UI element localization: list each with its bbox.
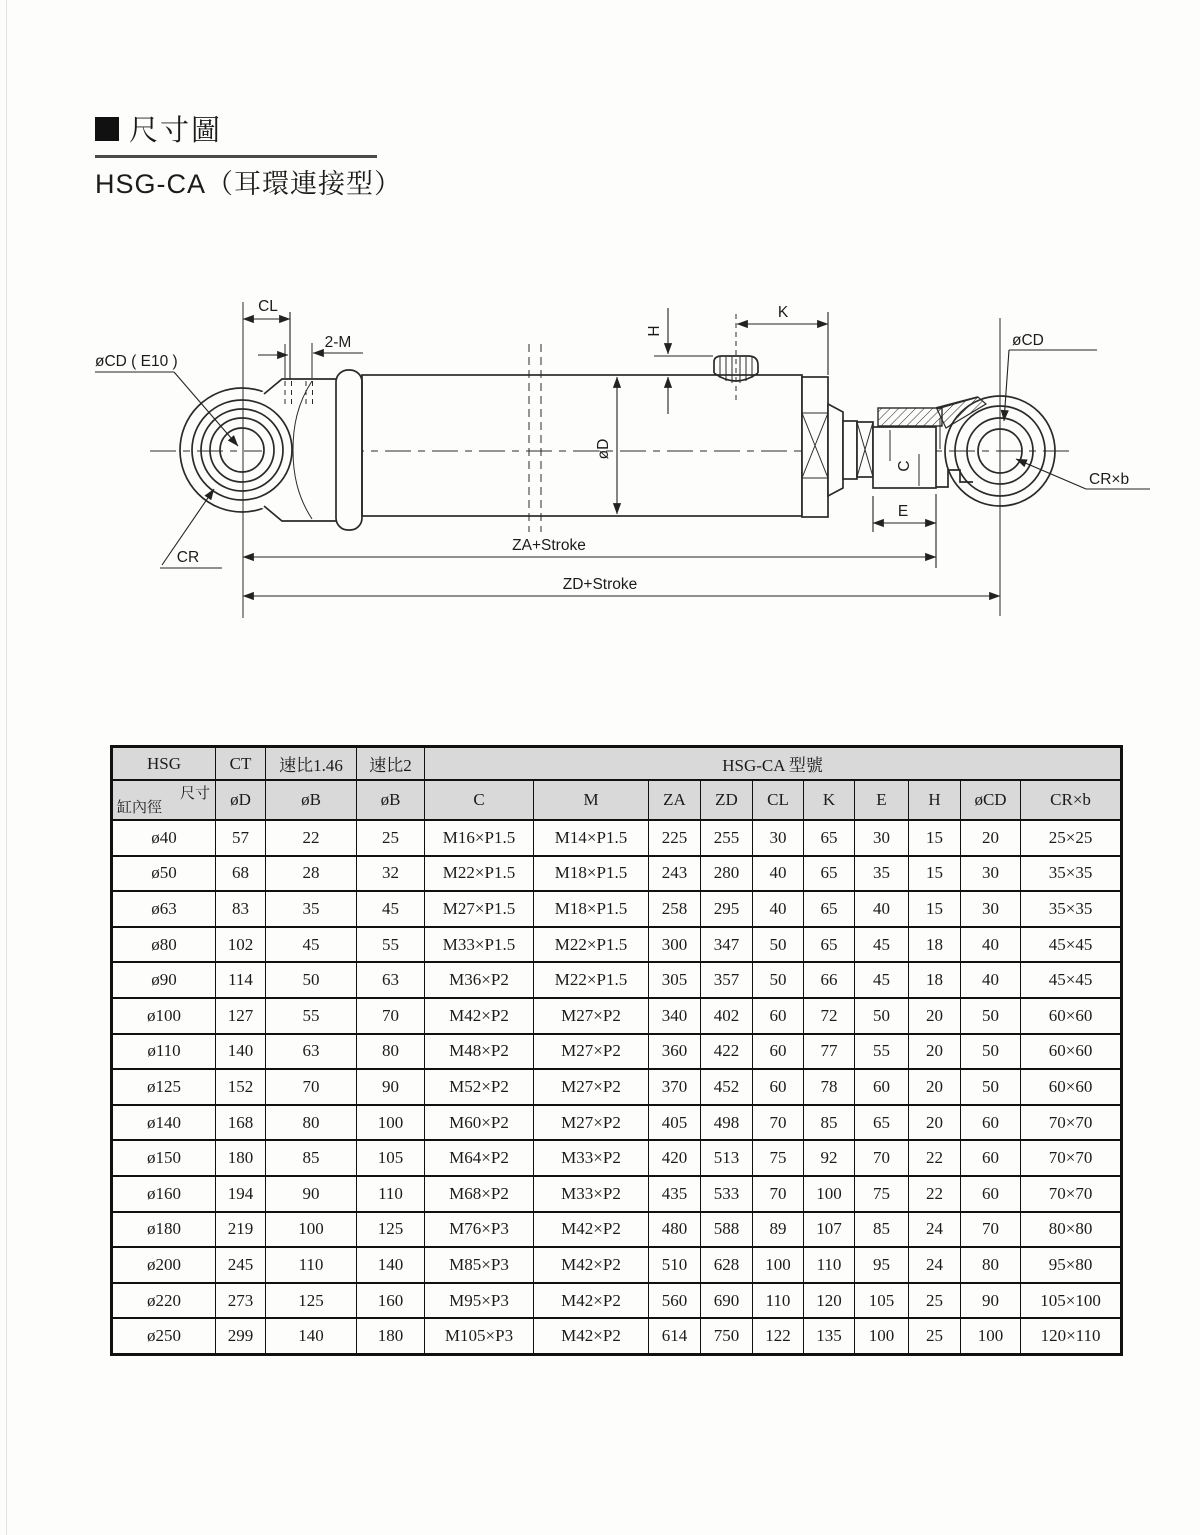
header-m: M bbox=[534, 780, 649, 820]
table-cell: 95 bbox=[855, 1247, 909, 1283]
table-cell: ø125 bbox=[112, 1069, 216, 1105]
table-cell: 120×110 bbox=[1021, 1318, 1122, 1354]
table-cell: 90 bbox=[357, 1069, 425, 1105]
table-cell: 70 bbox=[961, 1212, 1021, 1248]
table-cell: M27×P2 bbox=[534, 1034, 649, 1070]
table-cell: 357 bbox=[701, 962, 753, 998]
table-cell: 340 bbox=[649, 998, 701, 1034]
header-e: E bbox=[855, 780, 909, 820]
table-cell: 168 bbox=[216, 1105, 266, 1141]
table-cell: 20 bbox=[909, 1105, 961, 1141]
table-cell: 24 bbox=[909, 1247, 961, 1283]
table-cell: M22×P1.5 bbox=[534, 927, 649, 963]
table-cell: 90 bbox=[266, 1176, 357, 1212]
table-cell: 50 bbox=[961, 1034, 1021, 1070]
table-cell: 422 bbox=[701, 1034, 753, 1070]
table-cell: 70 bbox=[753, 1105, 804, 1141]
header-cl: CL bbox=[753, 780, 804, 820]
table-cell: ø160 bbox=[112, 1176, 216, 1212]
header-row-2 bbox=[112, 780, 1122, 820]
table-cell: 15 bbox=[909, 820, 961, 856]
table-cell: 45 bbox=[357, 891, 425, 927]
table-cell: 24 bbox=[909, 1212, 961, 1248]
corner-label-dimension: 尺寸 bbox=[179, 786, 210, 802]
table-cell: M27×P2 bbox=[534, 1069, 649, 1105]
header-corner-cell bbox=[112, 780, 216, 820]
table-cell: 628 bbox=[701, 1247, 753, 1283]
table-cell: 60×60 bbox=[1021, 1034, 1122, 1070]
table-cell: 614 bbox=[649, 1318, 701, 1354]
table-cell: 80 bbox=[266, 1105, 357, 1141]
table-cell: M95×P3 bbox=[425, 1283, 534, 1319]
spec-table-body bbox=[112, 820, 1122, 1354]
table-cell: 85 bbox=[804, 1105, 855, 1141]
table-cell: 100 bbox=[855, 1318, 909, 1354]
table-cell: ø180 bbox=[112, 1212, 216, 1248]
table-cell: 30 bbox=[855, 820, 909, 856]
table-cell: 40 bbox=[855, 891, 909, 927]
left-bracket-mask bbox=[262, 379, 336, 521]
e-label: E bbox=[897, 503, 909, 520]
za-label: ZA+Stroke bbox=[512, 537, 586, 554]
header-model-group: HSG-CA 型號 bbox=[425, 747, 1122, 781]
table-cell: M48×P2 bbox=[425, 1034, 534, 1070]
dimension-spec-table bbox=[110, 745, 1123, 1356]
header-od: øD bbox=[216, 780, 266, 820]
table-cell: 25 bbox=[357, 820, 425, 856]
table-cell: 370 bbox=[649, 1069, 701, 1105]
table-row bbox=[112, 1283, 1122, 1319]
header-c: C bbox=[425, 780, 534, 820]
table-cell: M76×P3 bbox=[425, 1212, 534, 1248]
model-subtitle: HSG-CA（耳環連接型） bbox=[95, 169, 403, 199]
table-cell: 60 bbox=[961, 1140, 1021, 1176]
table-cell: 219 bbox=[216, 1212, 266, 1248]
header-ob-146: øB bbox=[266, 780, 357, 820]
table-cell: 110 bbox=[357, 1176, 425, 1212]
h-label: H bbox=[646, 325, 663, 337]
header-ratio-2: 速比2 bbox=[357, 747, 425, 781]
table-row bbox=[112, 1105, 1122, 1141]
cylinder-dimension-diagram bbox=[0, 0, 1200, 680]
table-cell: 22 bbox=[909, 1176, 961, 1212]
table-cell: 35 bbox=[855, 856, 909, 892]
table-cell: 72 bbox=[804, 998, 855, 1034]
table-cell: 65 bbox=[855, 1105, 909, 1141]
table-cell: 225 bbox=[649, 820, 701, 856]
table-cell: 110 bbox=[804, 1247, 855, 1283]
table-cell: 28 bbox=[266, 856, 357, 892]
table-cell: 70×70 bbox=[1021, 1140, 1122, 1176]
table-cell: M16×P1.5 bbox=[425, 820, 534, 856]
table-cell: 75 bbox=[753, 1140, 804, 1176]
table-cell: 452 bbox=[701, 1069, 753, 1105]
table-cell: 35 bbox=[266, 891, 357, 927]
table-cell: 92 bbox=[804, 1140, 855, 1176]
table-cell: 30 bbox=[753, 820, 804, 856]
table-cell: ø40 bbox=[112, 820, 216, 856]
corner-label-bore: 缸內徑 bbox=[117, 800, 163, 816]
table-cell: 120 bbox=[804, 1283, 855, 1319]
table-cell: ø100 bbox=[112, 998, 216, 1034]
table-cell: 30 bbox=[961, 856, 1021, 892]
table-cell: 127 bbox=[216, 998, 266, 1034]
table-cell: ø150 bbox=[112, 1140, 216, 1176]
k-label: K bbox=[777, 304, 789, 321]
cr-label: CR bbox=[176, 549, 200, 566]
rod-gland-bevel bbox=[828, 404, 843, 496]
table-cell: 60×60 bbox=[1021, 1069, 1122, 1105]
table-cell: 140 bbox=[357, 1247, 425, 1283]
table-cell: 110 bbox=[753, 1283, 804, 1319]
table-cell: 107 bbox=[804, 1212, 855, 1248]
table-cell: 102 bbox=[216, 927, 266, 963]
table-cell: M68×P2 bbox=[425, 1176, 534, 1212]
table-cell: 20 bbox=[909, 1069, 961, 1105]
table-cell: 100 bbox=[961, 1318, 1021, 1354]
table-cell: 57 bbox=[216, 820, 266, 856]
table-cell: 85 bbox=[266, 1140, 357, 1176]
table-cell: 75 bbox=[855, 1176, 909, 1212]
table-cell: 45×45 bbox=[1021, 927, 1122, 963]
table-cell: 295 bbox=[701, 891, 753, 927]
table-row bbox=[112, 1140, 1122, 1176]
table-cell: M14×P1.5 bbox=[534, 820, 649, 856]
table-cell: 100 bbox=[804, 1176, 855, 1212]
table-cell: 22 bbox=[266, 820, 357, 856]
crb-label: CR×b bbox=[1089, 471, 1130, 488]
table-cell: M27×P1.5 bbox=[425, 891, 534, 927]
table-cell: 40 bbox=[753, 891, 804, 927]
two-m-label: 2-M bbox=[324, 334, 352, 351]
table-cell: 65 bbox=[804, 927, 855, 963]
table-cell: 45×45 bbox=[1021, 962, 1122, 998]
header-ob-2: øB bbox=[357, 780, 425, 820]
table-cell: 60 bbox=[753, 1034, 804, 1070]
table-cell: 50 bbox=[961, 998, 1021, 1034]
table-cell: 63 bbox=[266, 1034, 357, 1070]
table-cell: 100 bbox=[753, 1247, 804, 1283]
table-cell: 180 bbox=[357, 1318, 425, 1354]
table-cell: M42×P2 bbox=[534, 1283, 649, 1319]
table-cell: 243 bbox=[649, 856, 701, 892]
table-cell: 65 bbox=[804, 820, 855, 856]
table-row bbox=[112, 1069, 1122, 1105]
table-cell: ø80 bbox=[112, 927, 216, 963]
table-cell: 15 bbox=[909, 891, 961, 927]
table-cell: M64×P2 bbox=[425, 1140, 534, 1176]
table-cell: M105×P3 bbox=[425, 1318, 534, 1354]
table-cell: 85 bbox=[855, 1212, 909, 1248]
table-cell: 533 bbox=[701, 1176, 753, 1212]
table-row bbox=[112, 1212, 1122, 1248]
section-title-text: 尺寸圖 bbox=[129, 115, 223, 147]
table-row bbox=[112, 998, 1122, 1034]
table-cell: 255 bbox=[701, 820, 753, 856]
table-cell: 78 bbox=[804, 1069, 855, 1105]
table-row bbox=[112, 891, 1122, 927]
table-cell: 194 bbox=[216, 1176, 266, 1212]
zd-label: ZD+Stroke bbox=[562, 576, 638, 593]
crb-leader bbox=[1016, 459, 1086, 489]
cd-e10-label: øCD ( E10 ) bbox=[95, 353, 178, 370]
table-cell: 50 bbox=[266, 962, 357, 998]
table-cell: 25×25 bbox=[1021, 820, 1122, 856]
table-cell: 70 bbox=[753, 1176, 804, 1212]
table-cell: ø200 bbox=[112, 1247, 216, 1283]
table-cell: 35×35 bbox=[1021, 856, 1122, 892]
table-cell: M33×P2 bbox=[534, 1140, 649, 1176]
table-cell: 25 bbox=[909, 1283, 961, 1319]
table-cell: 105 bbox=[855, 1283, 909, 1319]
table-cell: 32 bbox=[357, 856, 425, 892]
table-cell: 83 bbox=[216, 891, 266, 927]
table-cell: 22 bbox=[909, 1140, 961, 1176]
header-crb: CR×b bbox=[1021, 780, 1122, 820]
table-cell: M42×P2 bbox=[534, 1247, 649, 1283]
table-cell: 280 bbox=[701, 856, 753, 892]
table-cell: ø110 bbox=[112, 1034, 216, 1070]
table-cell: 305 bbox=[649, 962, 701, 998]
table-cell: M33×P1.5 bbox=[425, 927, 534, 963]
table-cell: 70×70 bbox=[1021, 1176, 1122, 1212]
table-cell: M42×P2 bbox=[534, 1318, 649, 1354]
table-cell: M60×P2 bbox=[425, 1105, 534, 1141]
table-cell: M36×P2 bbox=[425, 962, 534, 998]
table-cell: 18 bbox=[909, 927, 961, 963]
table-cell: 89 bbox=[753, 1212, 804, 1248]
table-cell: 498 bbox=[701, 1105, 753, 1141]
table-cell: 55 bbox=[357, 927, 425, 963]
table-cell: 45 bbox=[266, 927, 357, 963]
table-cell: 45 bbox=[855, 962, 909, 998]
cd-e10-leader bbox=[174, 372, 238, 446]
table-cell: 68 bbox=[216, 856, 266, 892]
table-cell: 60 bbox=[961, 1176, 1021, 1212]
c-label: C bbox=[896, 460, 913, 472]
table-cell: M22×P1.5 bbox=[534, 962, 649, 998]
table-cell: 152 bbox=[216, 1069, 266, 1105]
table-cell: 135 bbox=[804, 1318, 855, 1354]
header-za: ZA bbox=[649, 780, 701, 820]
table-cell: 258 bbox=[649, 891, 701, 927]
table-cell: M85×P3 bbox=[425, 1247, 534, 1283]
table-cell: 513 bbox=[701, 1140, 753, 1176]
table-cell: 125 bbox=[266, 1283, 357, 1319]
table-cell: 105 bbox=[357, 1140, 425, 1176]
table-cell: 30 bbox=[961, 891, 1021, 927]
cl-label: CL bbox=[258, 298, 278, 315]
table-cell: 70 bbox=[357, 998, 425, 1034]
table-row bbox=[112, 1318, 1122, 1354]
table-cell: 299 bbox=[216, 1318, 266, 1354]
table-cell: 402 bbox=[701, 998, 753, 1034]
table-cell: M42×P2 bbox=[534, 1212, 649, 1248]
table-cell: 300 bbox=[649, 927, 701, 963]
table-cell: 65 bbox=[804, 856, 855, 892]
table-cell: ø63 bbox=[112, 891, 216, 927]
table-cell: 110 bbox=[266, 1247, 357, 1283]
table-cell: 140 bbox=[266, 1318, 357, 1354]
cd-right-leader bbox=[1004, 350, 1009, 421]
d-label: øD bbox=[595, 438, 612, 460]
header-row-1 bbox=[112, 747, 1122, 781]
table-cell: 90 bbox=[961, 1283, 1021, 1319]
table-row bbox=[112, 856, 1122, 892]
table-cell: 66 bbox=[804, 962, 855, 998]
table-cell: 40 bbox=[961, 962, 1021, 998]
table-cell: 55 bbox=[855, 1034, 909, 1070]
table-cell: 114 bbox=[216, 962, 266, 998]
table-cell: 100 bbox=[357, 1105, 425, 1141]
table-cell: 20 bbox=[909, 1034, 961, 1070]
table-cell: 55 bbox=[266, 998, 357, 1034]
table-cell: 35×35 bbox=[1021, 891, 1122, 927]
table-cell: 60×60 bbox=[1021, 998, 1122, 1034]
table-cell: 420 bbox=[649, 1140, 701, 1176]
table-cell: M27×P2 bbox=[534, 1105, 649, 1141]
table-cell: M33×P2 bbox=[534, 1176, 649, 1212]
table-cell: M42×P2 bbox=[425, 998, 534, 1034]
table-cell: 70×70 bbox=[1021, 1105, 1122, 1141]
table-cell: 95×80 bbox=[1021, 1247, 1122, 1283]
table-cell: 70 bbox=[855, 1140, 909, 1176]
table-cell: 80×80 bbox=[1021, 1212, 1122, 1248]
table-cell: 65 bbox=[804, 891, 855, 927]
table-cell: 50 bbox=[753, 927, 804, 963]
end-cap-collar bbox=[336, 370, 362, 530]
table-cell: 20 bbox=[909, 998, 961, 1034]
table-cell: 435 bbox=[649, 1176, 701, 1212]
table-cell: 40 bbox=[753, 856, 804, 892]
table-row bbox=[112, 927, 1122, 963]
table-cell: M52×P2 bbox=[425, 1069, 534, 1105]
table-cell: 80 bbox=[357, 1034, 425, 1070]
table-cell: 160 bbox=[357, 1283, 425, 1319]
table-cell: 77 bbox=[804, 1034, 855, 1070]
table-cell: 360 bbox=[649, 1034, 701, 1070]
table-cell: 63 bbox=[357, 962, 425, 998]
table-cell: 60 bbox=[753, 998, 804, 1034]
table-cell: ø90 bbox=[112, 962, 216, 998]
table-cell: 125 bbox=[357, 1212, 425, 1248]
table-cell: 15 bbox=[909, 856, 961, 892]
table-cell: 347 bbox=[701, 927, 753, 963]
table-cell: M27×P2 bbox=[534, 998, 649, 1034]
table-cell: 105×100 bbox=[1021, 1283, 1122, 1319]
table-cell: ø140 bbox=[112, 1105, 216, 1141]
table-cell: 50 bbox=[753, 962, 804, 998]
thread-hatch-band bbox=[878, 408, 942, 426]
table-row bbox=[112, 820, 1122, 856]
table-cell: 480 bbox=[649, 1212, 701, 1248]
table-cell: 245 bbox=[216, 1247, 266, 1283]
table-cell: 60 bbox=[855, 1069, 909, 1105]
table-row bbox=[112, 962, 1122, 998]
table-cell: ø50 bbox=[112, 856, 216, 892]
table-cell: 405 bbox=[649, 1105, 701, 1141]
table-row bbox=[112, 1176, 1122, 1212]
cd-right-label: øCD bbox=[1012, 332, 1044, 349]
left-eye-bore-circle bbox=[220, 428, 264, 472]
table-cell: 50 bbox=[961, 1069, 1021, 1105]
table-cell: 180 bbox=[216, 1140, 266, 1176]
table-cell: 750 bbox=[701, 1318, 753, 1354]
header-h: H bbox=[909, 780, 961, 820]
head-block bbox=[802, 377, 828, 517]
table-cell: 122 bbox=[753, 1318, 804, 1354]
table-cell: M18×P1.5 bbox=[534, 856, 649, 892]
table-cell: 20 bbox=[961, 820, 1021, 856]
table-cell: 140 bbox=[216, 1034, 266, 1070]
table-cell: 50 bbox=[855, 998, 909, 1034]
header-ct: CT bbox=[216, 747, 266, 781]
table-cell: 588 bbox=[701, 1212, 753, 1248]
header-ratio-146: 速比1.46 bbox=[266, 747, 357, 781]
header-ocd: øCD bbox=[961, 780, 1021, 820]
header-hsg: HSG bbox=[112, 747, 216, 781]
table-row bbox=[112, 1247, 1122, 1283]
table-cell: 60 bbox=[753, 1069, 804, 1105]
table-cell: 80 bbox=[961, 1247, 1021, 1283]
table-cell: ø250 bbox=[112, 1318, 216, 1354]
table-cell: 510 bbox=[649, 1247, 701, 1283]
table-cell: 18 bbox=[909, 962, 961, 998]
header-zd: ZD bbox=[701, 780, 753, 820]
table-cell: 45 bbox=[855, 927, 909, 963]
eye-arm-bottom-step bbox=[936, 470, 973, 487]
table-cell: 25 bbox=[909, 1318, 961, 1354]
table-cell: 100 bbox=[266, 1212, 357, 1248]
table-cell: 690 bbox=[701, 1283, 753, 1319]
rod-end-nut bbox=[873, 427, 936, 488]
table-cell: M18×P1.5 bbox=[534, 891, 649, 927]
table-cell: 60 bbox=[961, 1105, 1021, 1141]
table-cell: 273 bbox=[216, 1283, 266, 1319]
table-cell: 560 bbox=[649, 1283, 701, 1319]
rod-gland-step bbox=[843, 421, 857, 479]
table-cell: 70 bbox=[266, 1069, 357, 1105]
table-row bbox=[112, 1034, 1122, 1070]
table-cell: M22×P1.5 bbox=[425, 856, 534, 892]
header-k: K bbox=[804, 780, 855, 820]
table-cell: 40 bbox=[961, 927, 1021, 963]
table-cell: ø220 bbox=[112, 1283, 216, 1319]
